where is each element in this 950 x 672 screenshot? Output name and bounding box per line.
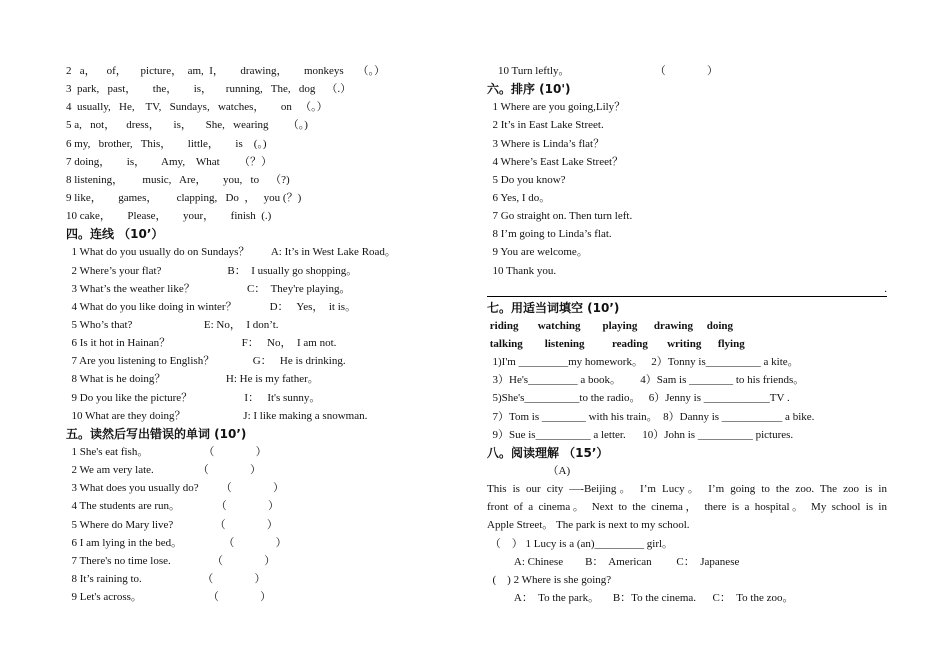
left-text-line: 8 What is he doing？ H: He is my father。 xyxy=(66,373,319,386)
right-text-line: 4 Where’s East Lake Street？ xyxy=(487,155,624,168)
right-answer-rule: . xyxy=(487,280,887,297)
right-text-line: 2 It’s in East Lake Street. xyxy=(487,119,604,132)
left-text-line: 9 Do you like the picture？ I： It's sunny。 xyxy=(66,391,321,404)
left-text-line: 4 usually, He, TV, Sundays, watches， on （。） xyxy=(66,101,328,114)
right-text-line: 3）He's_________ a book。 4）Sam is ________ to his friends。 xyxy=(487,374,805,387)
right-text-line: Apple Street。 The park is next to my school. xyxy=(487,519,690,532)
left-text-line: 3 What’s the weather like？ C： They're playing。 xyxy=(66,282,351,295)
left-text-line: 6 I am lying in the bed。 （ ） xyxy=(66,536,287,549)
right-text-line: 10 Turn leftly。 （ ） xyxy=(487,65,719,77)
left-text-line: 4 The students are run。 （ ） xyxy=(66,500,280,513)
right-text-line: 6 Yes, I do。 xyxy=(487,191,551,204)
right-text-line: 8 I’m going to Linda’s flat. xyxy=(487,228,612,241)
left-text-line: 7 doing， is， Amy, What （？） xyxy=(66,155,272,168)
left-text-line: 2 Where’s your flat? B： I usually go shopping。 xyxy=(66,264,358,277)
right-section-heading: 六。排序 (10') xyxy=(487,82,571,97)
right-word-bank: talking listening reading writing flying xyxy=(487,337,745,350)
left-section-heading: 四。连线 （10’） xyxy=(66,227,164,242)
right-text-line: 9）Sue is__________ a letter. 10）John is __________ pictures. xyxy=(487,428,794,441)
left-text-line: 2 a， of， picture， am, I， drawing， monkeys （。） xyxy=(66,65,385,77)
right-passage-line: front of a cinema。 Next to the cinema， there is a hospital。 My school is in xyxy=(487,501,887,514)
left-text-line: 8 It’s raining to. （ ） xyxy=(66,572,266,585)
right-section-heading: 七。用适当词填空 (10’) xyxy=(487,300,620,315)
right-text-line: 5 Do you know? xyxy=(487,173,566,186)
left-text-line: 9 Let's across。 （ ） xyxy=(66,591,272,604)
left-section-heading: 五。读然后写出错误的单词 (10’) xyxy=(66,426,247,441)
right-text-line: A： To the park。 B：To the cinema. C： To the zoo。 xyxy=(487,591,794,604)
right-text-line: 5)She's__________to the radio。 6）Jenny is ____________TV . xyxy=(487,392,790,405)
left-text-line: 6 my, brother, This， little， is (。) xyxy=(66,137,267,150)
left-text-line: 8 listening， music, Are， you, to （?) xyxy=(66,173,290,186)
right-text-line: 9 You are welcome。 xyxy=(487,246,588,259)
right-text-line: 1 Where are you going,Lily？ xyxy=(487,101,626,114)
left-text-line: 1 She's eat fish。 （ ） xyxy=(66,445,267,458)
left-text-line: 7 Are you listening to English？ G： He is drinking. xyxy=(66,355,346,368)
right-text-line: A: Chinese B： American C： Japanese xyxy=(487,555,740,568)
right-text-line: 7）Tom is ________ with his train。 8）Danny is ___________ a bike. xyxy=(487,410,815,423)
left-text-line: 7 There's no time lose. （ ） xyxy=(66,554,276,567)
left-text-line: 5 Who’s that? E: No， I don’t. xyxy=(66,318,279,331)
left-text-line: 10 cake， Please， your， finish (.) xyxy=(66,210,272,223)
left-text-line: 3 park, past， the， is， running, The, dog （.） xyxy=(66,83,352,96)
left-text-line: 2 We am very late. （ ） xyxy=(66,464,262,477)
right-text-line: 3 Where is Linda’s flat？ xyxy=(487,137,605,150)
right-passage-line: This is our city —-Beijing。 I’m Lucy。 I’m going to the zoo. The zoo is in xyxy=(487,483,887,496)
left-text-line: 6 Is it hot in Hainan？ F： No， I am not. xyxy=(66,337,337,350)
right-text-line: 7 Go straight on. Then turn left. xyxy=(487,210,633,223)
left-text-line: 3 What does you usually do? （ ） xyxy=(66,482,284,495)
left-text-line: 5 Where do Mary live? （ ） xyxy=(66,518,278,531)
left-text-line: 5 a, not， dress， is， She, wearing （。) xyxy=(66,119,308,132)
right-text-line: 1)I'm _________my homework。 2）Tonny is__________ a kite。 xyxy=(487,356,799,369)
left-text-line: 10 What are they doing？ J: I like making a snowman. xyxy=(66,409,368,422)
left-column xyxy=(66,62,466,606)
right-column xyxy=(487,62,887,607)
right-section-heading: 八。阅读理解 （15’） xyxy=(487,445,609,460)
left-text-line: 1 What do you usually do on Sundays？ A: It’s in West Lake Road。 xyxy=(66,246,396,259)
left-text-line: 9 like， games， clapping, Do ， you (？) xyxy=(66,191,302,204)
right-word-bank: riding watching playing drawing doing xyxy=(487,319,734,332)
right-text-line: （ ） 1 Lucy is a (an)_________ girl。 xyxy=(487,537,674,550)
left-text-line: 4 What do you like doing in winter？ D： Yes， it is。 xyxy=(66,300,357,313)
right-text-line: ( ) 2 Where is she going? xyxy=(487,573,612,586)
right-text-line: （A) xyxy=(487,464,571,477)
right-text-line: 10 Thank you. xyxy=(487,264,557,277)
